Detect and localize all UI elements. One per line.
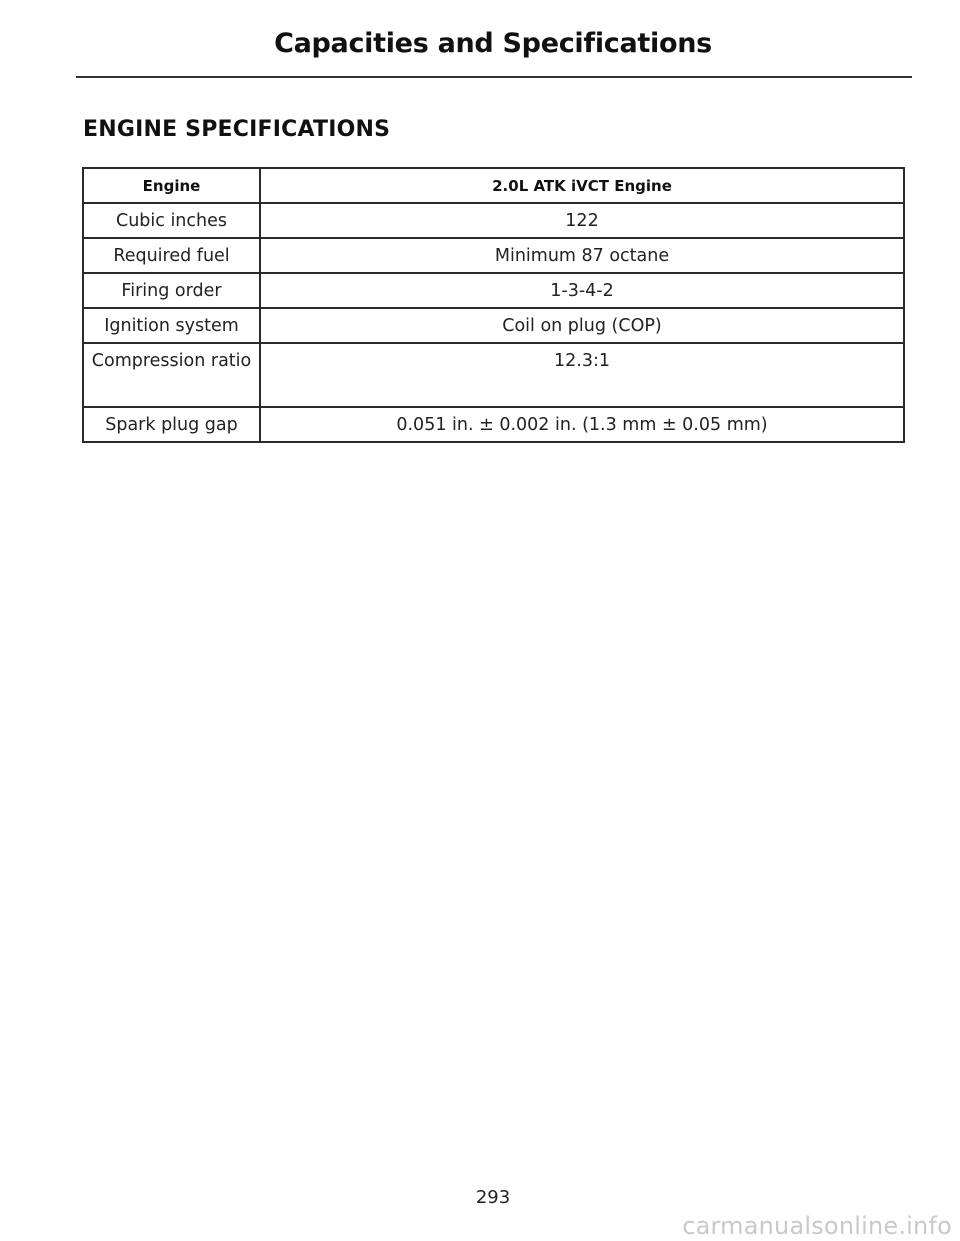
row-label: Firing order xyxy=(83,273,260,308)
row-label: Required fuel xyxy=(83,238,260,273)
table-row xyxy=(83,407,904,442)
row-label: Ignition system xyxy=(83,308,260,343)
table-row xyxy=(83,343,904,407)
header-divider xyxy=(76,76,912,78)
row-value: 12.3:1 xyxy=(260,343,904,407)
page-number: 293 xyxy=(475,1187,511,1208)
row-label: Cubic inches xyxy=(83,203,260,238)
row-value: Minimum 87 octane xyxy=(260,238,904,273)
watermark: carmanualsonline.info xyxy=(682,1212,952,1240)
row-label: Compression ratio xyxy=(83,343,260,407)
row-value: 0.051 in. ± 0.002 in. (1.3 mm ± 0.05 mm) xyxy=(260,407,904,442)
engine-specifications-table xyxy=(82,167,905,443)
table-header-row xyxy=(83,168,904,203)
page-title: Capacities and Specifications xyxy=(274,28,712,59)
table-row xyxy=(83,238,904,273)
column-header-engine: Engine xyxy=(83,168,260,203)
row-label: Spark plug gap xyxy=(83,407,260,442)
row-value: 1-3-4-2 xyxy=(260,273,904,308)
section-title: ENGINE SPECIFICATIONS xyxy=(83,117,391,142)
table-row xyxy=(83,308,904,343)
row-value: Coil on plug (COP) xyxy=(260,308,904,343)
row-value: 122 xyxy=(260,203,904,238)
column-header-engine-type: 2.0L ATK iVCT Engine xyxy=(260,168,904,203)
table-row xyxy=(83,273,904,308)
table-row xyxy=(83,203,904,238)
